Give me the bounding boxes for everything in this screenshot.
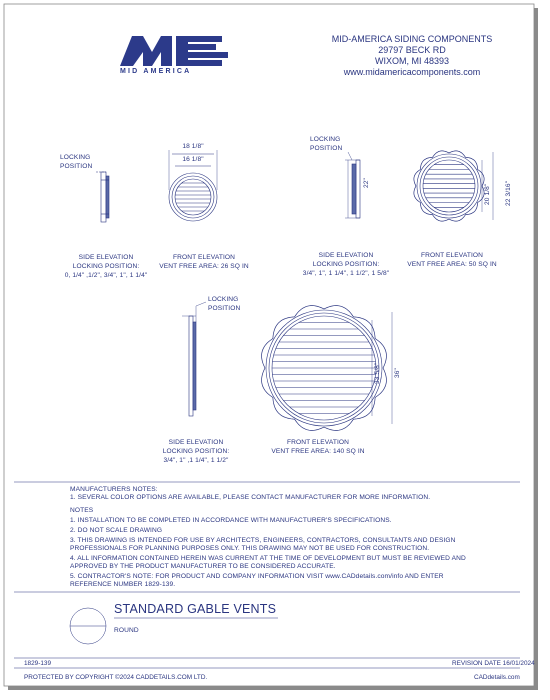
- company-website[interactable]: www.midamericacomponents.com: [343, 67, 481, 77]
- vent18-side-caption-1: SIDE ELEVATION: [78, 254, 134, 261]
- note-1: 1. INSTALLATION TO BE COMPLETED IN ACCORDANCE WITH MANUFACTURER'S SPECIFICATIONS.: [70, 517, 392, 524]
- vent18-locking-label-1: LOCKING: [60, 154, 91, 161]
- vent18-dim-outer: 18 1/8": [182, 143, 204, 150]
- note-5-line1: 5. CONTRACTOR'S NOTE: FOR PRODUCT AND COMPANY INFORMATION VISIT www.CADdetails.com/info AND ENTER: [70, 573, 444, 580]
- note-4-line2: APPROVED BY THE PRODUCT MANUFACTURER TO BE CONSIDERED ACCURATE.: [70, 563, 336, 570]
- company-address-line2: WIXOM, MI 48393: [374, 56, 450, 66]
- vent36-side-caption-2: LOCKING POSITION:: [162, 448, 230, 455]
- reference-number: 1829-139: [24, 660, 52, 667]
- vent36-dim-inner: 33 5/8": [374, 362, 381, 384]
- vent22-side-caption-2: LOCKING POSITION:: [312, 261, 380, 268]
- mfr-note-1: 1. SEVERAL COLOR OPTIONS ARE AVAILABLE, PLEASE CONTACT MANUFACTURER FOR MORE INFORMATION.: [70, 494, 431, 501]
- vent22-side-caption-3: 3/4", 1", 1 1/4", 1 1/2", 1 5/8": [302, 270, 390, 277]
- vent18-locking-label-2: POSITION: [60, 163, 93, 170]
- note-3-line2: PROFESSIONALS FOR PLANNING PURPOSES ONLY. THIS DRAWING MAY NOT BE USED FOR CONSTRUCTION.: [70, 545, 430, 552]
- vent36-front-caption-1: FRONT ELEVATION: [287, 439, 349, 446]
- copyright-notice: PROTECTED BY COPYRIGHT ©2024 CADDETAILS.COM LTD.: [24, 674, 208, 681]
- vent18-front-caption-1: FRONT ELEVATION: [173, 254, 235, 261]
- mfr-notes-heading: MANUFACTURERS NOTES:: [70, 486, 158, 493]
- vent22-dim-inner: 20 1/8": [484, 183, 491, 205]
- vent22-side-caption-1: SIDE ELEVATION: [318, 252, 374, 259]
- vent36-locking-label-1: LOCKING: [208, 296, 239, 303]
- vent18-front-caption-2: VENT FREE AREA: 26 SQ IN: [159, 263, 249, 270]
- note-3-line1: 3. THIS DRAWING IS INTENDED FOR USE BY ARCHITECTS, ENGINEERS, CONTRACTORS, CONSULTANTS AND DESIGN: [70, 537, 456, 544]
- note-5-line2: REFERENCE NUMBER 1829-139.: [70, 581, 176, 588]
- drawing-title: STANDARD GABLE VENTS: [114, 602, 277, 616]
- vent22-front-caption-2: VENT FREE AREA: 50 SQ IN: [407, 261, 497, 268]
- vent22-dim-outer: 22 3/16": [505, 180, 512, 206]
- vent22-locking-label-1: LOCKING: [310, 136, 341, 143]
- vent18-side-caption-2: LOCKING POSITION:: [72, 263, 140, 270]
- note-4-line1: 4. ALL INFORMATION CONTAINED HEREIN WAS CURRENT AT THE TIME OF DEVELOPMENT BUT MUST BE REVIEWED AND: [70, 555, 466, 562]
- vent18-side-caption-3: 0, 1/4" ,1/2", 3/4", 1", 1 1/4": [64, 272, 148, 279]
- revision-date: REVISION DATE 16/01/2024: [452, 660, 535, 667]
- vent36-locking-label-2: POSITION: [208, 305, 241, 312]
- caddetails-link[interactable]: CADdetails.com: [474, 674, 520, 681]
- drawing-subtitle: ROUND: [114, 627, 139, 634]
- vent36-side-caption-1: SIDE ELEVATION: [168, 439, 224, 446]
- company-name: MID-AMERICA SIDING COMPONENTS: [331, 34, 493, 44]
- vent18-dim-inner: 16 1/8": [182, 156, 204, 163]
- note-2: 2. DO NOT SCALE DRAWING: [70, 527, 163, 534]
- vent36-front-caption-2: VENT FREE AREA: 140 SQ IN: [271, 448, 365, 455]
- vent22-locking-label-2: POSITION: [310, 145, 343, 152]
- vent36-dim-outer: 36": [394, 368, 401, 378]
- vent36-side-caption-3: 3/4", 1" ,1 1/4", 1 1/2": [163, 457, 229, 464]
- logo-text: MID AMERICA: [120, 68, 192, 75]
- vent22-dim-side: 22": [363, 178, 370, 188]
- vent22-front-caption-1: FRONT ELEVATION: [421, 252, 483, 259]
- notes-heading: NOTES: [70, 507, 94, 514]
- company-address-line1: 29797 BECK RD: [378, 45, 446, 55]
